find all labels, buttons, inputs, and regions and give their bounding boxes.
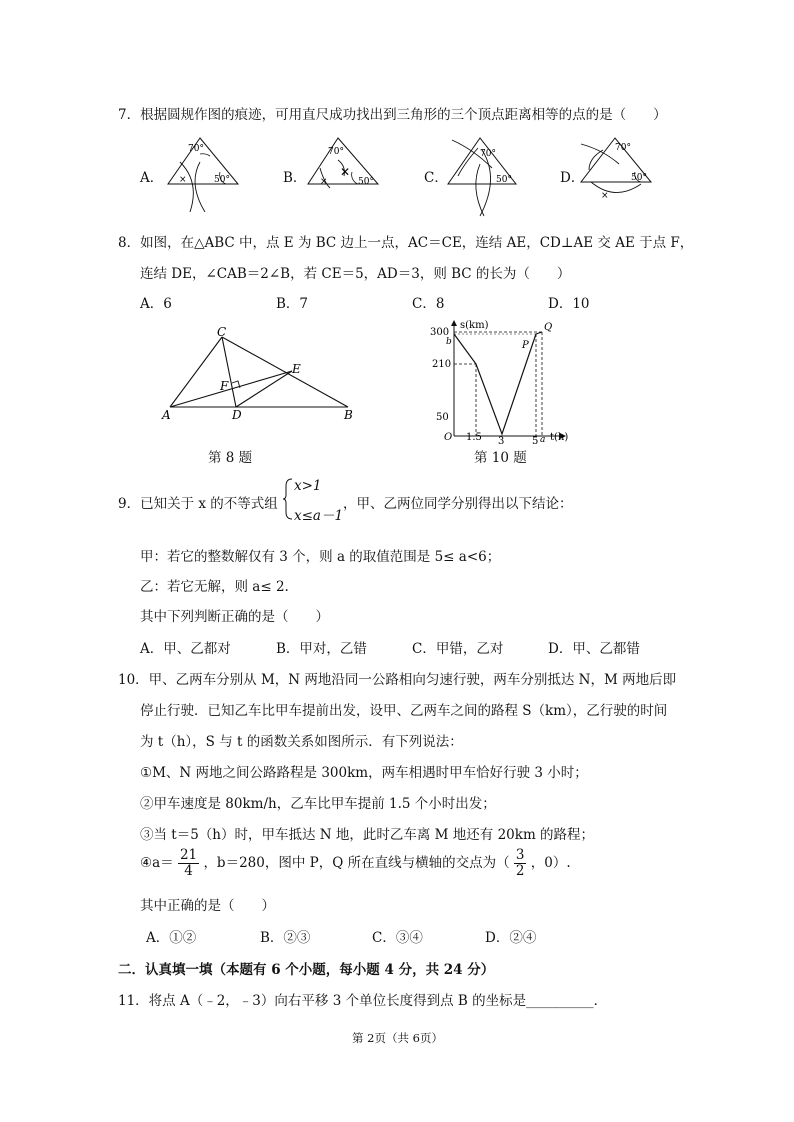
svg-text:210: 210 (432, 359, 452, 370)
svg-text:F: F (220, 379, 229, 393)
q7-figure-b (300, 132, 390, 192)
q8-caption: 第 8 题 (208, 450, 253, 466)
svg-text:50°: 50° (496, 175, 512, 185)
svg-text:50: 50 (436, 412, 449, 423)
svg-text:a: a (540, 435, 546, 445)
q7-option-b: B． (283, 170, 307, 186)
q9-stem-post: ，甲、乙两位同学分别得出以下结论： (343, 496, 573, 512)
page-footer: 第 2页（共 6页） (352, 1031, 443, 1045)
q8-option-d: D．10 (548, 296, 590, 312)
q8-option-c: C．8 (412, 296, 445, 312)
q8-line1: 8．如图，在△ABC 中，点 E 为 BC 边上一点，AC＝CE，连结 AE，CD⊥AE 交 AE 于点 F， (118, 235, 694, 251)
q10-ask: 其中正确的是（ ） (140, 898, 275, 914)
svg-text:C: C (217, 325, 227, 339)
q7-option-c: C． (424, 170, 448, 186)
svg-text:70°: 70° (615, 143, 631, 153)
q10-option-d: D．②④ (485, 930, 537, 946)
q10-line1: 10．甲、乙两车分别从 M，N 两地沿同一公路相向匀速行驶，两车分别抵达 N，M 两地后即 (118, 672, 677, 688)
svg-text:50°: 50° (214, 175, 230, 185)
q10-s4-post: ，0）. (530, 854, 571, 871)
q9-ask: 其中下列判断正确的是（ ） (140, 609, 329, 625)
q10-s4-pre: ④a＝ (140, 854, 174, 871)
svg-text:E: E (292, 362, 301, 376)
svg-text:P: P (522, 340, 529, 351)
svg-text:1.5: 1.5 (466, 432, 482, 443)
q10-caption: 第 10 题 (474, 450, 527, 466)
svg-text:50°: 50° (358, 177, 374, 187)
q8-option-a: A．6 (140, 296, 172, 312)
svg-text:50°: 50° (631, 173, 647, 183)
q9-jia: 甲：若它的整数解仅有 3 个，则 a 的取值范围是 5≤ a<6； (140, 549, 501, 565)
q10-statement-3: ③当 t＝5（h）时，甲车抵达 N 地，此时乙车离 M 地还有 20km 的路程； (140, 827, 595, 843)
svg-text:b: b (446, 337, 452, 347)
q7-figure-d (575, 130, 665, 200)
q9-system-brace (283, 478, 293, 520)
q7-option-a: A． (140, 170, 164, 186)
svg-text:✕: ✕ (340, 165, 351, 179)
svg-text:O: O (444, 432, 453, 443)
svg-text:t(h): t(h) (550, 432, 569, 443)
svg-text:×: × (601, 191, 609, 200)
svg-text:B: B (344, 408, 353, 422)
svg-text:s(km): s(km) (460, 320, 489, 331)
q10-graph (420, 318, 580, 448)
q10-s4-mid: ，b＝280，图中 P，Q 所在直线与横轴的交点为（ (203, 854, 510, 871)
q10-fraction-x: $\frac{3}{2}$ (515, 847, 525, 879)
q8-option-b: B．7 (276, 296, 309, 312)
svg-text:D: D (232, 408, 242, 422)
svg-text:70°: 70° (480, 149, 496, 159)
q9-system-line1: x>1 (294, 478, 322, 494)
q9-stem-pre: 9．已知关于 x 的不等式组 (118, 496, 278, 512)
q10-line3: 为 t（h），S 与 t 的函数关系如图所示．有下列说法： (140, 734, 463, 750)
q10-option-b: B．②③ (260, 930, 311, 946)
q10-option-a: A．①② (146, 930, 197, 946)
q8-line2: 连结 DE，∠CAB＝2∠B，若 CE＝5，AD＝3，则 BC 的长为（ ） (140, 266, 571, 282)
q7-figure-a (160, 132, 260, 212)
q9-option-c: C．甲错，乙对 (412, 641, 504, 657)
q10-option-c: C．③④ (372, 930, 423, 946)
svg-text:70°: 70° (188, 144, 204, 154)
q10-statement-4 (140, 848, 571, 879)
q10-statement-1: ①M、N 两地之间公路路程是 300km，两车相遇时甲车恰好行驶 3 小时； (140, 765, 588, 781)
q9-yi: 乙：若它无解，则 a≤ 2. (140, 579, 289, 595)
svg-text:70°: 70° (328, 147, 344, 157)
svg-text:3: 3 (498, 436, 505, 447)
q11: 11．将点 A（﹣2，﹣3）向右平移 3 个单位长度得到点 B 的坐标是__________． (118, 993, 608, 1009)
q10-statement-2: ②甲车速度是 80km/h，乙车比甲车提前 1.5 个小时出发； (140, 796, 496, 812)
q7-stem: 7．根据圆规作图的痕迹，可用直尺成功找出到三角形的三个顶点距离相等的点的是（ ） (118, 107, 667, 123)
svg-text:×: × (320, 177, 328, 187)
q9-option-d: D．甲、乙都错 (548, 641, 640, 657)
section-2-heading: 二．认真填一填（本题有 6 个小题，每小题 4 分，共 24 分） (118, 962, 495, 978)
svg-text:5: 5 (532, 436, 539, 447)
q9-option-a: A．甲、乙都对 (140, 641, 231, 657)
q10-line2: 停止行驶．已知乙车比甲车提前出发，设甲、乙两车之间的路程 S（km），乙行驶的时间 (140, 703, 668, 719)
svg-text:300: 300 (430, 327, 450, 338)
svg-text:A: A (162, 408, 171, 422)
svg-text:Q: Q (544, 322, 553, 333)
q9-system-line2: x≤a－1 (294, 508, 344, 524)
q10-fraction-a: $\frac{21}{4}$ (179, 847, 198, 879)
q9-option-b: B．甲对，乙错 (276, 641, 367, 657)
q7-figure-c (440, 128, 536, 218)
q8-figure (160, 325, 370, 425)
q7-option-d: D． (560, 170, 585, 186)
svg-text:×: × (179, 175, 187, 185)
